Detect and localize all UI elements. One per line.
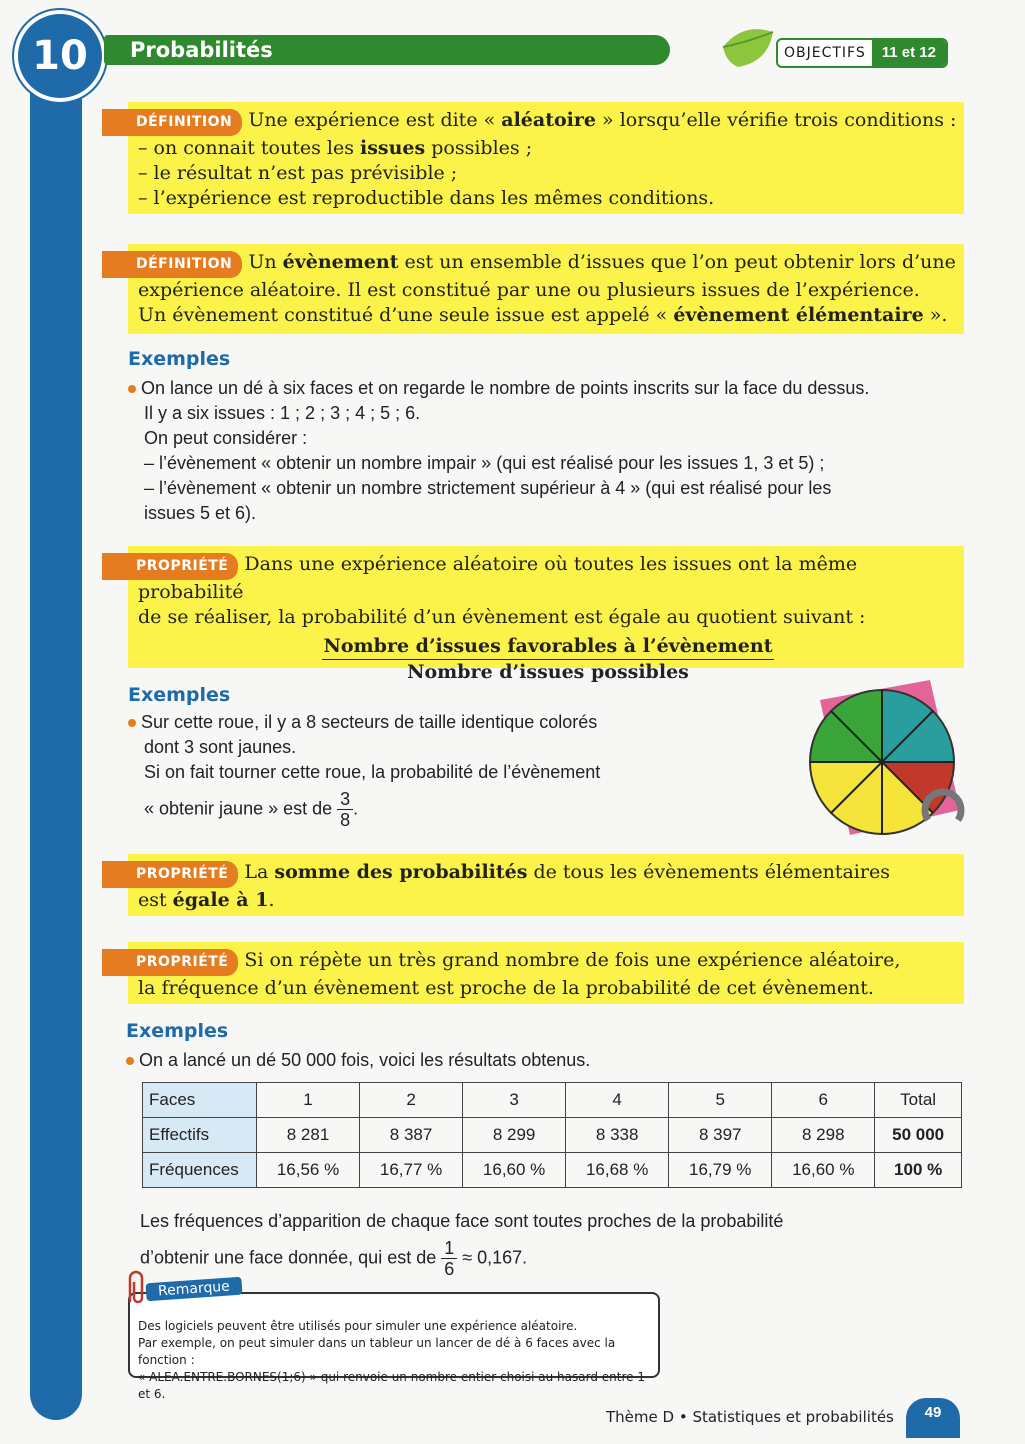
chapter-number: 10: [14, 10, 106, 102]
prop2-f: .: [268, 889, 275, 911]
table-cell: 16,60 %: [772, 1153, 875, 1188]
spinning-wheel-illustration: [790, 670, 970, 850]
def2-d: Un évènement constitué d’une seule issue est appelé «: [138, 304, 674, 326]
fraction-1-6: [441, 1238, 457, 1279]
examples-title-1: Exemples: [128, 348, 231, 370]
ex2-l2: dont 3 sont jaunes.: [144, 737, 297, 757]
def2-term2: évènement élémentaire: [673, 304, 924, 326]
property-tag: PROPRIÉTÉ: [102, 553, 238, 580]
prop1-l1: Dans une expérience aléatoire où toutes les issues ont la même probabilité: [138, 553, 858, 603]
ex3-l1: On a lancé un dé 50 000 fois, voici les résultats obtenus.: [139, 1050, 591, 1070]
ex1-l3: On peut considérer :: [144, 428, 308, 448]
ex1-l4: – l’évènement « obtenir un nombre impair » (qui est réalisé pour les issues 1, 3 et 5) ;: [144, 453, 825, 473]
prop1-l2: de se réaliser, la probabilité d’un évènement est égale au quotient suivant :: [138, 606, 866, 628]
table-cell: 16,68 %: [566, 1153, 669, 1188]
table-cell: 1: [257, 1083, 360, 1118]
table-cell: 16,79 %: [669, 1153, 772, 1188]
ex3-after1: Les fréquences d’apparition de chaque face sont toutes proches de la probabilité: [140, 1211, 784, 1231]
ex3-after2: d’obtenir une face donnée, qui est de: [140, 1247, 442, 1268]
table-row: [143, 1153, 962, 1188]
table-cell: Fréquences: [143, 1153, 257, 1188]
examples-title-2: Exemples: [128, 684, 231, 706]
remarque-l3: « ALEA.ENTRE.BORNES(1;6) » qui renvoie un nombre entier choisi au hasard entre 1 et 6.: [138, 1370, 645, 1401]
bullet-icon: [126, 1057, 134, 1065]
prop3-l1: Si on répète un très grand nombre de fois une expérience aléatoire,: [244, 949, 901, 971]
definition-tag: DÉFINITION: [102, 109, 242, 136]
table-cell: 16,56 %: [257, 1153, 360, 1188]
ex2-l1: Sur cette roue, il y a 8 secteurs de taille identique colorés: [141, 712, 598, 732]
def1-line3: – l’expérience est reproductible dans les mêmes conditions.: [138, 187, 715, 209]
table-cell: 16,60 %: [463, 1153, 566, 1188]
prop2-e: égale à 1: [172, 889, 269, 911]
table-cell: Total: [875, 1083, 962, 1118]
prop2-b: somme des probabilités: [274, 861, 528, 883]
table-cell: 100 %: [875, 1153, 962, 1188]
remarque-l1: Des logiciels peuvent être utilisés pour simuler une expérience aléatoire.: [138, 1319, 578, 1333]
fraction-3-8: [337, 789, 353, 830]
frac-denominator: 8: [340, 810, 351, 830]
remarque-text: [138, 1318, 648, 1403]
def2-c: expérience aléatoire. Il est constitué par une ou plusieurs issues de l’expérience.: [138, 279, 920, 301]
ex2-l4: « obtenir jaune » est de: [144, 798, 338, 819]
page-number: 49: [906, 1398, 960, 1438]
leaf-icon: [718, 22, 778, 72]
table-cell: 16,77 %: [360, 1153, 463, 1188]
examples-title-3: Exemples: [126, 1020, 229, 1042]
ex1-l6: issues 5 et 6).: [144, 503, 257, 523]
examples-conclusion: [140, 1204, 960, 1279]
footer-theme: Thème D • Statistiques et probabilités: [606, 1408, 894, 1426]
bullet-icon: [128, 385, 136, 393]
table-cell: Effectifs: [143, 1118, 257, 1153]
ex3-after3: ≈ 0,167.: [457, 1247, 528, 1268]
ex1-l2: Il y a six issues : 1 ; 2 ; 3 ; 4 ; 5 ; 6.: [144, 403, 421, 423]
ex1-l1: On lance un dé à six faces et on regarde le nombre de points inscrits sur la face du dessus.: [141, 378, 870, 398]
definition-box-1: [128, 102, 964, 214]
definition-tag: DÉFINITION: [102, 251, 242, 278]
table-cell: 6: [772, 1083, 875, 1118]
chapter-title: Probabilités: [104, 35, 670, 65]
def1-intro: Une expérience est dite «: [248, 109, 502, 131]
table-cell: 8 397: [669, 1118, 772, 1153]
table-cell: 8 338: [566, 1118, 669, 1153]
prop1-denominator: Nombre d’issues possibles: [407, 661, 689, 683]
remarque-l2: Par exemple, on peut simuler dans un tableur un lancer de dé à 6 faces avec la fonction :: [138, 1336, 616, 1367]
objectifs-badge: [776, 38, 948, 68]
examples-text-1: [128, 376, 968, 526]
bullet-icon: [128, 719, 136, 727]
def1-line1-c: possibles ;: [425, 137, 533, 159]
table-cell: 4: [566, 1083, 669, 1118]
table-cell: 8 387: [360, 1118, 463, 1153]
ex2-l4-end: .: [353, 798, 359, 819]
frac-denominator: 6: [444, 1259, 455, 1279]
definition-box-2: [128, 244, 964, 334]
prop2-d: est: [138, 889, 173, 911]
table-cell: 8 298: [772, 1118, 875, 1153]
table-cell: 2: [360, 1083, 463, 1118]
side-band: [30, 55, 82, 1420]
examples-text-3: [126, 1048, 966, 1073]
def2-e: ».: [923, 304, 948, 326]
remarque-tag: Remarque: [145, 1277, 242, 1302]
property-box-1: [128, 546, 964, 683]
prop3-l2: la fréquence d’un évènement est proche de la probabilité de cet évènement.: [138, 977, 874, 999]
def2-a: Un: [248, 251, 283, 273]
table-cell: 8 299: [463, 1118, 566, 1153]
prop2-a: La: [244, 861, 275, 883]
property-box-2: [128, 854, 964, 916]
table-cell: 5: [669, 1083, 772, 1118]
table-cell: 8 281: [257, 1118, 360, 1153]
ex2-l3: Si on fait tourner cette roue, la probabilité de l’évènement: [144, 762, 601, 782]
table-row: [143, 1118, 962, 1153]
examples-text-2: [128, 710, 688, 830]
table-cell: 50 000: [875, 1118, 962, 1153]
def1-line2: – le résultat n’est pas prévisible ;: [138, 162, 458, 184]
ex1-l5: – l’évènement « obtenir un nombre strictement supérieur à 4 » (qui est réalisé pour les: [144, 478, 832, 498]
def1-line1-a: – on connait toutes les: [138, 137, 360, 159]
def1-term: aléatoire: [501, 109, 596, 131]
def2-term: évènement: [282, 251, 399, 273]
results-table: [142, 1082, 962, 1188]
property-tag: PROPRIÉTÉ: [102, 861, 238, 888]
table-row: [143, 1083, 962, 1118]
property-tag: PROPRIÉTÉ: [102, 949, 238, 976]
table-cell: Faces: [143, 1083, 257, 1118]
def1-intro-end: » lorsqu’elle vérifie trois conditions :: [595, 109, 957, 131]
objectifs-label: OBJECTIFS: [784, 45, 866, 61]
def2-b: est un ensemble d’issues que l’on peut obtenir lors d’une: [398, 251, 956, 273]
frac-numerator: 1: [441, 1238, 457, 1259]
prop2-c: de tous les évènements élémentaires: [527, 861, 890, 883]
table-cell: 3: [463, 1083, 566, 1118]
def1-line1-b: issues: [359, 137, 426, 159]
objectifs-numbers: 11 et 12: [872, 40, 946, 66]
property-box-3: [128, 942, 964, 1004]
frac-numerator: 3: [337, 789, 353, 810]
prop1-numerator: Nombre d’issues favorables à l’évènement: [322, 634, 775, 660]
